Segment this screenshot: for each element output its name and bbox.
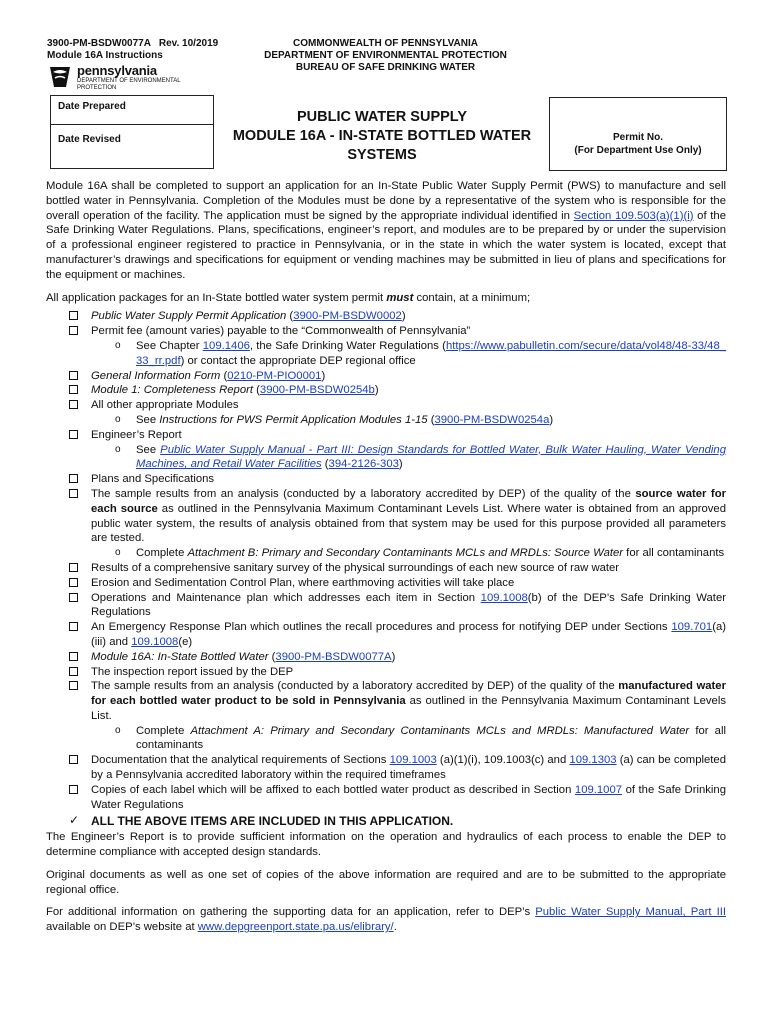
sub-text: for all contaminants [136, 724, 726, 752]
item-text: The inspection report issued by the DEP [91, 665, 294, 678]
list-item [46, 665, 726, 680]
bullet-icon: o [115, 547, 121, 559]
form-link[interactable]: 0210-PM-PIO0001 [227, 369, 322, 382]
agency-line-2: DEPARTMENT OF ENVIRONMENTAL PROTECTION [264, 50, 507, 61]
sub-item [46, 724, 726, 754]
sub-text: See Chapter [136, 339, 203, 352]
checkbox[interactable] [69, 578, 78, 587]
list-item: General Information Form (0210-PM-PIO0001) [46, 369, 726, 384]
checkbox[interactable] [69, 489, 78, 498]
sub-text: See [136, 443, 161, 456]
section-109-503-link[interactable]: Section 109.503(a)(1)(i) [573, 209, 694, 222]
logo-subtitle-line-1: DEPARTMENT OF ENVIRONMENTAL [77, 78, 181, 84]
item-text: Permit fee (amount varies) payable to the “Commonwealth of Pennsylvania” [91, 325, 471, 338]
permit-box-text [550, 131, 726, 157]
sub-text: See [136, 413, 160, 426]
item-text: (a)(iii) and [91, 621, 726, 648]
sub-text: ) or contact the appropriate DEP regional office [180, 354, 416, 367]
list-item [46, 576, 726, 591]
checkbox[interactable] [69, 311, 78, 320]
bullet-icon: o [115, 724, 121, 736]
check-mark-icon: ✓ [69, 813, 80, 828]
item-text-bold: manufactured water for each bottled water product to be sold in Pennsylvania [91, 680, 726, 708]
checkbox[interactable] [69, 371, 78, 380]
lead-paragraph [46, 291, 726, 306]
form-link[interactable]: 3900-PM-BSDW0254b [259, 384, 375, 397]
form-link[interactable]: 3900-PM-BSDW0002 [293, 310, 402, 323]
item-text: Results of a comprehensive sanitary survey of the physical surroundings of each new source of raw water [91, 561, 620, 574]
item-text: The sample results from an analysis (conducted by a laboratory accredited by DEP) of the quality of the [91, 680, 619, 693]
permit-use-label: (For Department Use Only) [574, 145, 702, 156]
list-item [46, 679, 726, 723]
item-text: (a) can be completed by a Pennsylvania accredited laboratory within the required timeframes [91, 754, 727, 782]
bullet-icon: o [115, 443, 121, 455]
intro-paragraph [46, 179, 726, 283]
date-prepared-label[interactable]: Date Prepared [58, 101, 126, 112]
logo-subtitle [77, 78, 181, 92]
list-item [46, 620, 726, 650]
section-link[interactable]: 109.1003 [389, 754, 437, 767]
document-body [46, 179, 726, 935]
item-text: Copies of each label which will be affixed to each bottled water product as described in Section [91, 783, 575, 796]
dep-logo [47, 63, 197, 93]
permit-no-label: Permit No. [612, 132, 663, 143]
item-text-bold: source water for each source [91, 487, 726, 515]
form-id: 3900-PM-BSDW0077A Rev. 10/2019 [47, 38, 219, 49]
agency-line-3: BUREAU OF SAFE DRINKING WATER [295, 62, 476, 73]
checkbox[interactable] [69, 652, 78, 661]
item-text: as outlined in the Pennsylvania Maximum Contaminant Levels List. [91, 695, 727, 722]
list-item [46, 487, 726, 546]
intro-text-1: Module 16A shall be completed to support an application for an In-State Public Water Supply Permit (PWS) to manufacture and sell bottled water in Pennsylvania. Completion of the Modules must be done by a representative of the system who is responsible for the overall operation of the facility. The application must be signed by the appropriate individual identified in [46, 180, 726, 222]
info-text: For additional information on gathering the supporting data for an application, refer to DEP’s [46, 906, 536, 919]
item-text: Operations and Maintenance plan which addresses each item in Section [91, 591, 481, 604]
sub-text: Attachment A: Primary and Secondary Contaminants MCLs and MRDLs: Manufactured Water [190, 724, 690, 737]
item-text: (a)(1)(i), 109.1003(c) and [436, 754, 570, 767]
item-text: Engineer’s Report [91, 428, 182, 441]
section-link[interactable]: 109.1303 [569, 754, 617, 767]
list-item: Module 1: Completeness Report (3900-PM-BSDW0254b) [46, 383, 726, 398]
item-text: All other appropriate Modules [91, 399, 239, 412]
elibrary-link[interactable]: www.depgreenport.state.pa.us/elibrary/ [197, 921, 394, 934]
checkbox[interactable] [69, 430, 78, 439]
logo-wordmark: pennsylvania [77, 63, 157, 78]
checkbox[interactable] [69, 385, 78, 394]
section-link[interactable]: 109.1007 [574, 783, 623, 796]
sub-item [46, 546, 726, 561]
title-line-1: PUBLIC WATER SUPPLY [297, 109, 467, 125]
lead-text-1: All application packages for an In-State bottled water system permit [46, 291, 387, 304]
list-item: Module 16A: In-State Bottled Water (3900-PM-BSDW0077A) [46, 650, 726, 665]
agency-header [258, 38, 513, 74]
all-items-included [46, 814, 726, 830]
logo-subtitle-line-2: PROTECTION [77, 85, 117, 91]
list-item [46, 324, 726, 339]
module-label: Module 16A Instructions [47, 50, 163, 61]
engineer-report-paragraph: The Engineer’s Report is to provide sufficient information on the operation and hydraulics of each process to enable the DEP to determine compliance with accepted design standards. [46, 831, 726, 859]
sub-text: for all contaminants [623, 547, 725, 560]
lead-must: must [386, 291, 414, 304]
bullet-icon: o [115, 339, 121, 351]
permit-box[interactable] [549, 97, 727, 171]
item-text: Module 1: Completeness Report [91, 384, 254, 397]
date-box-divider [51, 124, 213, 125]
date-revised-label[interactable]: Date Revised [58, 134, 121, 145]
sub-text: , the Safe Drinking Water Regulations ( [249, 339, 446, 352]
info-text: . [393, 921, 397, 934]
sub-text: Complete [136, 547, 188, 560]
checkbox[interactable] [69, 785, 78, 794]
additional-info-paragraph [46, 905, 726, 935]
sub-text: Complete [136, 724, 191, 737]
list-item [46, 561, 726, 576]
checkbox[interactable] [69, 667, 78, 676]
section-link[interactable]: 109.1008 [480, 591, 528, 604]
form-link[interactable]: 3900-PM-BSDW0077A [275, 650, 392, 663]
list-item [46, 783, 726, 813]
pabulletin-link[interactable]: https://www.pabulletin.com/secure/data/vol48/48-33/48_33_rr.pdf [136, 339, 727, 367]
item-text: Plans and Specifications [91, 473, 215, 486]
agency-line-1: COMMONWEALTH OF PENNSYLVANIA [293, 38, 478, 49]
all-items-text: ALL THE ABOVE ITEMS ARE INCLUDED IN THIS APPLICATION. [91, 814, 454, 829]
intro-text-2: of the Safe Drinking Water Regulations. Plans, specifications, engineer’s report, and modules are to be prepared by or under the supervision of a professional engineer registered to practice in Pennsylvania, or in the state in which the water system is located, except that manufacturer’s drawings and specifications for equipment or vending machines may be submitted in lieu of plans and specifications for the equipment or machines. [46, 209, 726, 281]
manual-part-iii-link[interactable]: Public Water Supply Manual, Part III [535, 906, 726, 919]
list-item: Public Water Supply Permit Application (3900-PM-BSDW0002) [46, 309, 726, 324]
checkbox[interactable] [69, 622, 78, 631]
date-box [50, 95, 214, 169]
section-link[interactable]: 109.701 [671, 621, 713, 634]
item-text: as outlined in the Pennsylvania Maximum Contaminant Levels List. Where water is obtained from an approved public water system, the results of analysis obtained from that system may be used for this purpose provided all parameters are tested. [91, 502, 726, 545]
bullet-icon: o [115, 413, 121, 425]
item-text: Module 16A: In-State Bottled Water [91, 650, 269, 663]
item-text: Documentation that the analytical requirements of Sections [91, 754, 390, 767]
title-line-2: MODULE 16A - IN-STATE BOTTLED WATER [232, 128, 532, 144]
keystone-logo-icon [47, 63, 73, 89]
sub-item: o See Public Water Supply Manual - Part III: Design Standards for Bottled Water, Bulk Water Hauling, Water Vending Machines, and Retail Water Facilities (394-2126-303) [115, 443, 726, 471]
checkbox[interactable] [69, 593, 78, 602]
sub-text: Attachment B: Primary and Secondary Contaminants MCLs and MRDLs: Source Water [187, 547, 624, 560]
checkbox[interactable] [69, 326, 78, 335]
item-text: Erosion and Sedimentation Control Plan, where earthmoving activities will take place [91, 576, 515, 589]
list-item [46, 428, 726, 443]
list-item [46, 591, 726, 621]
list-item [46, 472, 726, 487]
list-item [46, 398, 726, 413]
checkbox[interactable] [69, 563, 78, 572]
info-text: available on DEP’s website at [46, 921, 198, 934]
section-link[interactable]: 109.1008 [131, 635, 179, 648]
form-header-left [47, 38, 218, 62]
item-text: An Emergency Response Plan which outlines the recall procedures and process for notifying DEP under Sections [91, 621, 672, 634]
checkbox[interactable] [69, 474, 78, 483]
checkbox[interactable] [69, 681, 78, 690]
list-item [46, 753, 726, 783]
checkbox[interactable] [69, 400, 78, 409]
sub-item [46, 339, 726, 369]
lead-text-2: contain, at a minimum; [413, 291, 531, 304]
sub-text: Instructions for PWS Permit Application Modules 1-15 [159, 413, 428, 426]
sub-item: o See Instructions for PWS Permit Application Modules 1-15 (3900-PM-BSDW0254a) [115, 413, 554, 426]
item-text: Public Water Supply Permit Application [91, 310, 287, 323]
form-link[interactable]: 394-2126-303 [328, 458, 399, 471]
item-text: (b) of the DEP’s Safe Drinking Water Regulations [91, 591, 726, 619]
title-line-3: SYSTEMS [347, 147, 417, 163]
requirements-checklist [46, 309, 726, 830]
form-link[interactable]: 3900-PM-BSDW0254a [434, 413, 550, 426]
original-documents-paragraph: Original documents as well as one set of copies of the above information are required and are to be submitted to the appropriate regional office. [46, 868, 726, 896]
checkbox[interactable] [69, 755, 78, 764]
page-title [217, 108, 547, 165]
chapter-link[interactable]: 109.1406 [202, 339, 250, 352]
item-text: of the Safe Drinking Water Regulations [91, 783, 726, 811]
item-text: The sample results from an analysis (conducted by a laboratory accredited by DEP) of the quality of the [91, 487, 636, 500]
item-text: General Information Form [91, 369, 221, 382]
manual-link[interactable]: Public Water Supply Manual - Part III: Design Standards for Bottled Water, Bulk Water Hauling, Water Vending Machines, and Retail Water Facilities [136, 443, 726, 471]
item-text: (e) [178, 635, 193, 648]
